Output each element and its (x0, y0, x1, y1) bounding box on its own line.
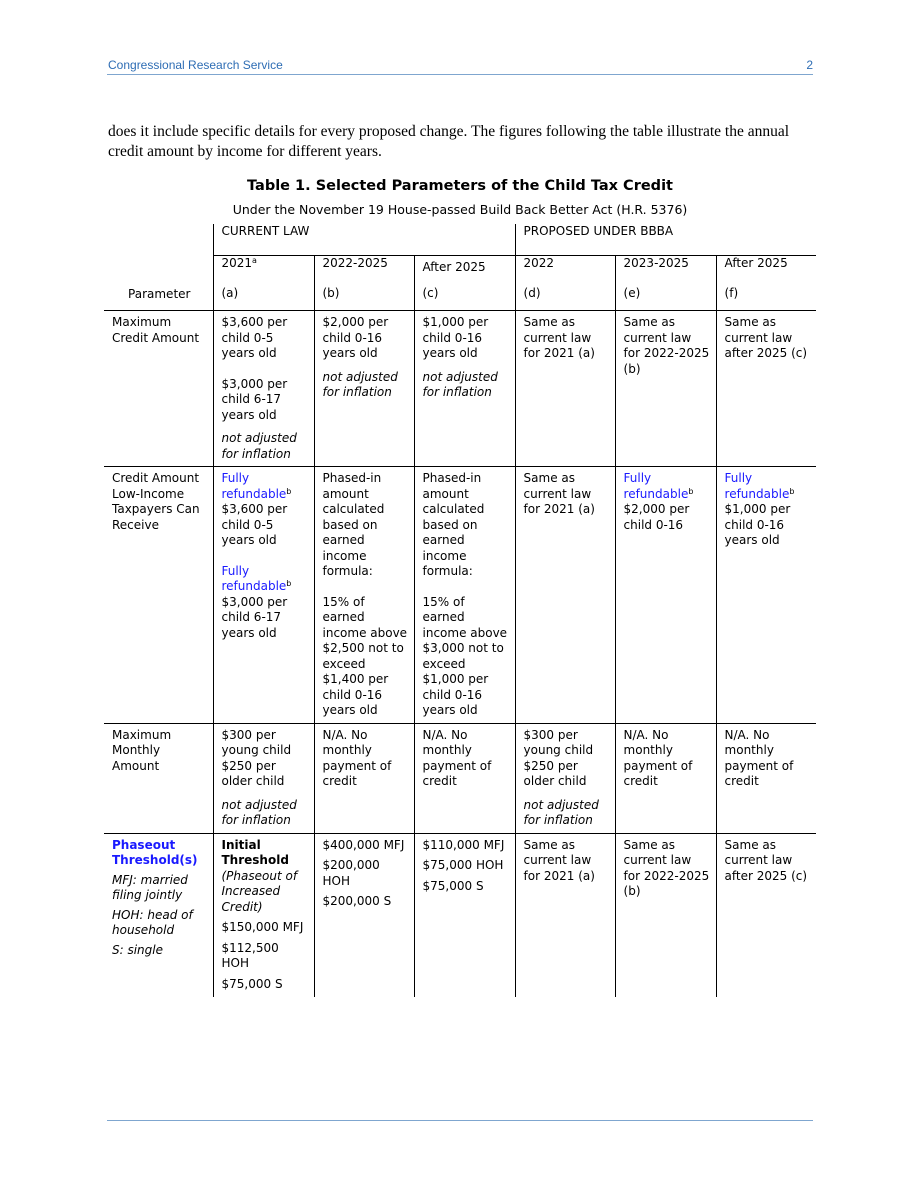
table-row-low-income (104, 467, 816, 724)
cell: Phased-in amount calculated based on earned income formula: 15% of earned income above $2,500 not to exceed $1,400 per child 0-16 years old (314, 467, 414, 724)
cell: Phased-in amount calculated based on earned income formula: 15% of earned income above $3,000 not to exceed $1,000 per child 0-16 years old (414, 467, 515, 724)
cell: Same as current law after 2025 (c) (716, 311, 816, 467)
header-rule (107, 74, 813, 75)
row-label: Maximum Monthly Amount (112, 727, 172, 773)
cell: Same as current law for 2021 (a) (515, 467, 615, 724)
fully-refundable-link[interactable]: Fully refundable (221, 471, 287, 501)
cell: N/A. No monthly payment of credit (314, 723, 414, 833)
cell: Initial Threshold (Phaseout of Increased Credit) $150,000 MFJ $112,500 HOH $75,000 S (213, 833, 314, 997)
col-year-b: 2022-2025 (314, 256, 414, 287)
parameters-table (104, 224, 816, 997)
footnote-b[interactable]: b (286, 486, 292, 496)
col-year-d: 2022 (515, 256, 615, 287)
row-label: Credit Amount Low-Income Taxpayers Can Receive (112, 471, 200, 532)
col-letter-d: (d) (515, 286, 615, 311)
cell: N/A. No monthly payment of credit (615, 723, 716, 833)
footer-rule (107, 1120, 813, 1121)
footnote-b[interactable]: b (688, 486, 694, 496)
cell: Fully refundable$^b$ $1,000 per child 0-16 years old (716, 467, 816, 724)
cell: $300 per young child $250 per older child not adjusted for inflation (213, 723, 314, 833)
table-row-monthly (104, 723, 816, 833)
cell: N/A. No monthly payment of credit (414, 723, 515, 833)
group-current-law: CURRENT LAW (213, 224, 515, 256)
cell: Same as current law for 2022-2025 (b) (615, 833, 716, 997)
fully-refundable-link[interactable]: Fully refundable (724, 471, 790, 501)
cell: $3,600 per child 0-5 years old $3,000 per child 6-17 years old not adjusted for inflation (213, 311, 314, 467)
fully-refundable-link[interactable]: Fully refundable (623, 471, 689, 501)
fully-refundable-link[interactable]: Fully refundable (221, 563, 287, 593)
table-title: Table 1. Selected Parameters of the Child Tax Credit (247, 178, 673, 194)
table-subtitle: Under the November 19 House-passed Build Back Better Act (H.R. 5376) (232, 202, 688, 217)
header-source: Congressional Research Service (108, 58, 283, 72)
group-proposed: PROPOSED UNDER BBBA (515, 224, 816, 256)
page-number: 2 (806, 58, 813, 72)
col-year-f: After 2025 (716, 256, 816, 287)
row-label-cell: Phaseout Threshold(s) MFJ: married filing jointly HOH: head of household S: single (104, 833, 213, 997)
col-year-e: 2023-2025 (615, 256, 716, 287)
cell: Same as current law after 2025 (c) (716, 833, 816, 997)
group-header-row (104, 224, 816, 256)
col-letter-e: (e) (615, 286, 716, 311)
cell: N/A. No monthly payment of credit (716, 723, 816, 833)
footnote-b[interactable]: b (789, 486, 795, 496)
col-year-a: 2021$^a$ (213, 256, 314, 287)
cell: Fully refundable$^b$ $3,600 per child 0-5 years old Fully refundable$^b$ $3,000 per child 6-17 years old (213, 467, 314, 724)
cell: Fully refundable$^b$ $2,000 per child 0-16 (615, 467, 716, 724)
cell: $1,000 per child 0-16 years old not adjusted for inflation (414, 311, 515, 467)
cell: $2,000 per child 0-16 years old not adjusted for inflation (314, 311, 414, 467)
cell: $300 per young child $250 per older child not adjusted for inflation (515, 723, 615, 833)
year-header-row (104, 256, 816, 287)
group-header-blank (104, 224, 213, 256)
cell: Same as current law for 2021 (a) (515, 833, 615, 997)
table-row-phaseout (104, 833, 816, 997)
row-label: Maximum Credit Amount (112, 315, 200, 345)
footnote-a[interactable]: a (252, 256, 257, 265)
parameter-header: Parameter (104, 256, 213, 311)
cell: $400,000 MFJ $200,000 HOH $200,000 S (314, 833, 414, 997)
cell: Same as current law for 2022-2025 (b) (615, 311, 716, 467)
col-year-c: After 2025 (414, 256, 515, 287)
col-letter-c: (c) (414, 286, 515, 311)
cell: Same as current law for 2021 (a) (515, 311, 615, 467)
intro-paragraph: does it include specific details for every proposed change. The figures following the table illustrate the annual credit amount by income for different years. (108, 123, 790, 160)
col-letter-f: (f) (716, 286, 816, 311)
col-letter-b: (b) (314, 286, 414, 311)
footnote-b[interactable]: b (286, 579, 292, 588)
cell: $110,000 MFJ $75,000 HOH $75,000 S (414, 833, 515, 997)
col-letter-a: (a) (213, 286, 314, 311)
table-row-max-credit (104, 311, 816, 467)
phaseout-link[interactable]: Phaseout Threshold(s) (112, 837, 198, 867)
